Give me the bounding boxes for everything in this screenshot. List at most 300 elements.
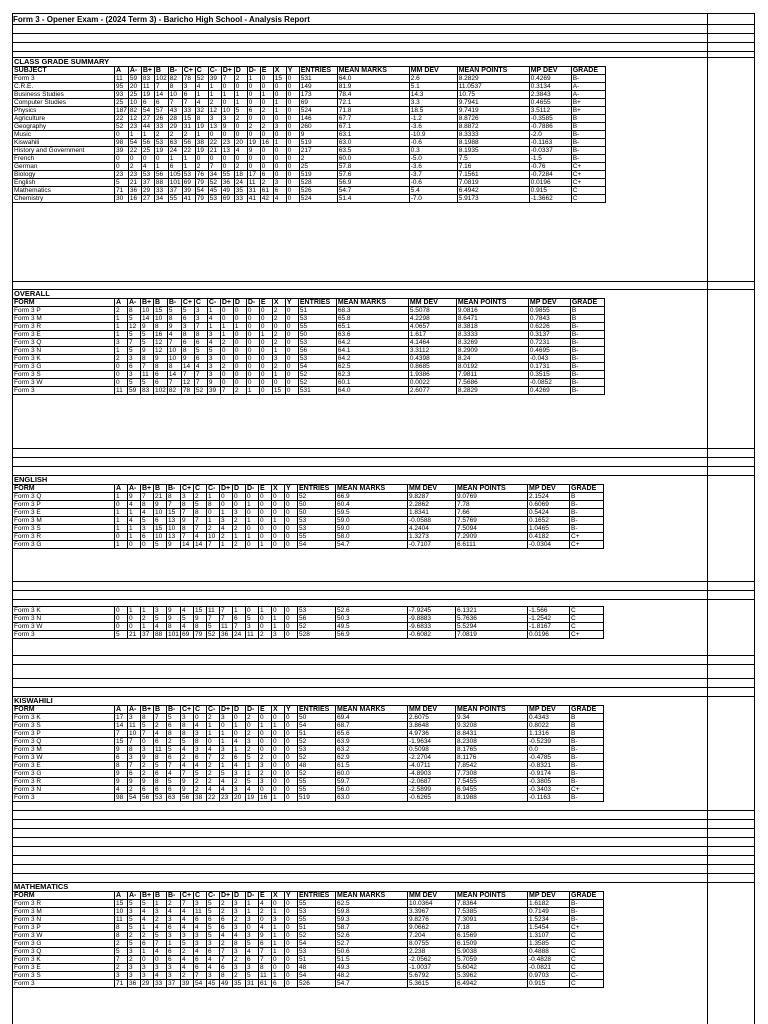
table-cell: 7.8542 xyxy=(456,762,528,770)
table-cell: C+ xyxy=(570,541,604,549)
table-row xyxy=(13,738,604,746)
table-cell: 0 xyxy=(285,794,298,802)
table-cell: -0.0304 xyxy=(528,541,570,549)
table-row xyxy=(13,91,606,99)
table-cell: 2 xyxy=(141,615,154,623)
table-cell: 1 xyxy=(208,83,221,91)
table-cell: 1 xyxy=(115,517,128,525)
table-cell: 64.0 xyxy=(337,75,409,83)
column-header: E xyxy=(259,892,272,900)
table-cell: 2 xyxy=(233,916,246,924)
table-cell: 2.6077 xyxy=(408,387,456,395)
row-label: Music xyxy=(13,131,115,139)
table-cell: 3 xyxy=(128,908,141,916)
table-cell: 24 xyxy=(234,179,247,187)
table-cell: 1.617 xyxy=(408,331,456,339)
table-cell: 4 xyxy=(115,786,128,794)
column-header: D xyxy=(233,892,246,900)
table-row xyxy=(13,493,604,501)
table-cell: 6 xyxy=(194,916,207,924)
table-cell: 6 xyxy=(141,99,154,107)
table-cell: 7 xyxy=(207,754,220,762)
grid-line xyxy=(12,687,754,688)
table-cell: 1 xyxy=(115,493,128,501)
table-row xyxy=(13,786,604,794)
section-title: ENGLISH xyxy=(14,475,48,484)
table-cell: 11 xyxy=(259,972,272,980)
table-cell: 0.0196 xyxy=(528,631,570,639)
table-cell: 6 xyxy=(207,948,220,956)
table-cell: 53 xyxy=(154,139,168,147)
table-cell: 1 xyxy=(154,163,168,171)
table-cell: 4 xyxy=(154,730,167,738)
table-cell: 98 xyxy=(115,794,128,802)
table-cell: 0 xyxy=(259,738,272,746)
table-row xyxy=(13,387,605,395)
column-header: FORM xyxy=(13,706,115,714)
table-cell: 5 xyxy=(141,517,154,525)
column-header: MM DEV xyxy=(408,299,456,307)
table-cell: 8 xyxy=(141,355,154,363)
table-cell: 1 xyxy=(272,940,285,948)
column-header: C xyxy=(194,485,207,493)
table-cell: -0.0821 xyxy=(528,964,570,972)
table-cell: 7.5769 xyxy=(456,517,528,525)
table-cell: 0.5424 xyxy=(528,509,570,517)
table-cell: 0 xyxy=(285,916,298,924)
table-cell: 0 xyxy=(246,722,259,730)
table-cell: 7 xyxy=(194,525,207,533)
row-label: Form 3 xyxy=(13,980,115,988)
table-cell: 6 xyxy=(181,315,194,323)
table-cell: 0 xyxy=(272,754,285,762)
table-cell: 2 xyxy=(208,99,221,107)
column-header: X xyxy=(272,299,285,307)
table-cell: 10 xyxy=(128,730,141,738)
table-cell: 71 xyxy=(115,187,129,195)
table-cell: 7 xyxy=(181,533,194,541)
table-cell: 55 xyxy=(298,778,336,786)
table-cell: 9 xyxy=(194,615,207,623)
table-cell: 7.3091 xyxy=(456,916,528,924)
table-row xyxy=(13,379,605,387)
table-cell: 1 xyxy=(115,347,128,355)
table-cell: 7 xyxy=(181,770,194,778)
table-cell: 0.1731 xyxy=(528,363,570,371)
table-cell: 1 xyxy=(272,722,285,730)
table-cell: 0 xyxy=(207,738,220,746)
table-cell: 3 xyxy=(207,355,220,363)
table-cell: 52 xyxy=(195,75,208,83)
table-cell: 0 xyxy=(260,147,273,155)
table-cell: 0 xyxy=(273,171,286,179)
table-cell: 0 xyxy=(285,517,298,525)
table-cell: 2 xyxy=(272,339,285,347)
table-cell: 0 xyxy=(285,623,298,631)
table-cell: 0 xyxy=(272,746,285,754)
table-cell: 8 xyxy=(115,924,128,932)
column-header: C- xyxy=(207,892,220,900)
table-cell: 52 xyxy=(208,179,221,187)
table-cell: C xyxy=(571,195,605,203)
table-cell: 65.1 xyxy=(336,323,408,331)
table-cell: 1 xyxy=(115,541,128,549)
column-header: Y xyxy=(285,485,298,493)
table-cell: 0.9703 xyxy=(528,972,570,980)
table-cell: 2 xyxy=(154,722,167,730)
table-cell: 0.4655 xyxy=(529,99,571,107)
column-header: MP DEV xyxy=(529,67,571,75)
table-cell: 2 xyxy=(141,932,154,940)
table-cell: 4 xyxy=(194,948,207,956)
table-cell: -2.0 xyxy=(529,131,571,139)
table-cell: 0 xyxy=(128,541,141,549)
table-cell: 1 xyxy=(246,770,259,778)
table-cell: 7 xyxy=(182,99,195,107)
table-cell: 1 xyxy=(115,331,128,339)
column-header: C- xyxy=(208,67,221,75)
table-cell: 63.9 xyxy=(336,738,408,746)
table-cell: 0 xyxy=(233,493,246,501)
table-cell: -0.3585 xyxy=(529,115,571,123)
table-cell: 4 xyxy=(220,786,233,794)
table-cell: 0 xyxy=(259,916,272,924)
table-cell: 12 xyxy=(208,107,221,115)
table-cell: 3 xyxy=(207,331,220,339)
table-cell: 0 xyxy=(259,339,272,347)
table-cell: 0 xyxy=(141,738,154,746)
table-row xyxy=(13,83,606,91)
table-cell: 2 xyxy=(220,908,233,916)
table-cell: 5 xyxy=(246,754,259,762)
table-row xyxy=(13,730,604,738)
table-cell: 4 xyxy=(233,762,246,770)
table-cell: 50 xyxy=(298,509,336,517)
table-cell: 102 xyxy=(155,75,167,82)
table-row xyxy=(13,355,605,363)
table-cell: 11 xyxy=(220,623,233,631)
table-cell: 8.2829 xyxy=(456,387,528,395)
table-cell: 2 xyxy=(220,533,233,541)
table-cell: 10 xyxy=(154,533,167,541)
table-cell: 19 xyxy=(246,794,259,802)
table-row xyxy=(13,171,606,179)
table-cell: 0 xyxy=(285,315,298,323)
table-cell: 0 xyxy=(285,730,298,738)
table-cell: 524 xyxy=(299,107,337,115)
table-cell: 0.0022 xyxy=(408,379,456,387)
table-cell: 1 xyxy=(141,924,154,932)
table-cell: 8.3818 xyxy=(456,323,528,331)
table-cell: 19 xyxy=(154,147,168,155)
table-cell: 2 xyxy=(182,131,195,139)
table-cell: 6 xyxy=(182,91,195,99)
table-cell: -0.9174 xyxy=(528,770,570,778)
table-row xyxy=(13,363,605,371)
table-cell: 6 xyxy=(207,916,220,924)
table-cell: 0 xyxy=(286,83,299,91)
table-cell: 79 xyxy=(195,179,208,187)
table-cell: 519 xyxy=(299,171,337,179)
table-cell: 1 xyxy=(272,794,285,802)
table-cell: 3 xyxy=(128,714,141,722)
table-cell: 3 xyxy=(272,916,285,924)
table-cell: 4 xyxy=(246,786,259,794)
table-cell: 16 xyxy=(260,139,273,147)
table-cell: 20 xyxy=(128,83,141,91)
table-cell: 4 xyxy=(181,916,194,924)
table-cell: 531 xyxy=(299,75,337,83)
table-cell: 8 xyxy=(115,932,128,940)
table-cell: 1 xyxy=(154,900,167,908)
table-cell: 2 xyxy=(181,972,194,980)
column-header: D+ xyxy=(221,67,234,75)
table-cell: 9.7941 xyxy=(457,99,529,107)
column-header: E xyxy=(259,706,272,714)
table-cell: 9.0816 xyxy=(456,307,528,315)
table-cell: 6 xyxy=(115,754,128,762)
table-cell: 4 xyxy=(220,525,233,533)
table-cell: 5.6792 xyxy=(408,972,456,980)
table-cell: 8 xyxy=(181,525,194,533)
table-cell: 5 xyxy=(128,940,141,948)
table-cell: 8 xyxy=(115,762,128,770)
table-cell: 10 xyxy=(167,525,181,533)
table-cell: 3 xyxy=(181,932,194,940)
table-cell: 0 xyxy=(260,163,273,171)
table-cell: 5 xyxy=(128,916,141,924)
table-cell: 0 xyxy=(260,83,273,91)
table-cell: 5.3615 xyxy=(408,980,456,988)
table-cell: 33 xyxy=(154,187,168,195)
table-cell: 4 xyxy=(181,746,194,754)
table-cell: 6 xyxy=(220,924,233,932)
column-header: MEAN MARKS xyxy=(336,892,408,900)
table-cell: 11 xyxy=(141,83,154,91)
table-cell: -1.5 xyxy=(529,155,571,163)
table-cell: 10.75 xyxy=(457,91,529,99)
table-cell: 1 xyxy=(259,331,272,339)
table-cell: 2 xyxy=(299,155,337,163)
table-cell: 7.5686 xyxy=(456,379,528,387)
table-cell: 0 xyxy=(207,509,220,517)
table-row xyxy=(13,501,604,509)
table-cell: 1.9386 xyxy=(408,371,456,379)
table-cell: 44 xyxy=(141,123,154,131)
table-cell: 3 xyxy=(259,778,272,786)
table-cell: 0 xyxy=(286,131,299,139)
table-cell: 3 xyxy=(207,972,220,980)
table-cell: 9 xyxy=(128,778,141,786)
table-cell: 54 xyxy=(298,541,336,549)
table-cell: 0 xyxy=(220,347,233,355)
table-cell: 1 xyxy=(207,730,220,738)
table-cell: 2 xyxy=(181,948,194,956)
column-header: C+ xyxy=(181,299,194,307)
table-cell: 51.4 xyxy=(337,195,409,203)
row-label: Form 3 K xyxy=(13,607,115,615)
table-cell: 0 xyxy=(233,339,246,347)
table-cell: 3.3112 xyxy=(408,347,456,355)
table-cell: -3.6 xyxy=(409,123,457,131)
column-header: C- xyxy=(207,299,220,307)
row-label: Form 3 E xyxy=(13,762,115,770)
table-cell: 2 xyxy=(247,123,260,131)
row-label: Form 3 K xyxy=(13,355,115,363)
table-cell: 0.3134 xyxy=(529,83,571,91)
column-header: D- xyxy=(246,706,259,714)
table-cell: 4 xyxy=(259,924,272,932)
table-cell: -2.2704 xyxy=(408,754,456,762)
table-cell: -0.0852 xyxy=(528,379,570,387)
table-cell: 27 xyxy=(141,115,154,123)
table-cell: 3 xyxy=(141,964,154,972)
column-header: X xyxy=(272,892,285,900)
row-label: Biology xyxy=(13,171,115,179)
table-cell: 50 xyxy=(298,331,336,339)
table-cell: 7 xyxy=(220,956,233,964)
table-cell: 0 xyxy=(208,155,221,163)
table-cell: 4 xyxy=(167,908,181,916)
grid-line xyxy=(12,864,754,865)
table-cell: 10 xyxy=(167,355,181,363)
table-cell: 36 xyxy=(221,179,234,187)
table-cell: 18 xyxy=(234,171,247,179)
table-cell: 5 xyxy=(141,900,154,908)
column-header: E xyxy=(259,299,272,307)
column-header: C xyxy=(194,706,207,714)
table-cell: 0 xyxy=(233,730,246,738)
table-cell: 0 xyxy=(272,778,285,786)
table-cell: 68.7 xyxy=(336,722,408,730)
table-cell: 0 xyxy=(272,964,285,972)
table-cell: 54.7 xyxy=(336,980,408,988)
table-cell: 519 xyxy=(298,794,336,802)
table-cell: 8 xyxy=(220,972,233,980)
table-cell: 2 xyxy=(260,179,273,187)
table-cell: 0 xyxy=(246,323,259,331)
table-cell: B xyxy=(570,714,604,722)
column-header: B+ xyxy=(141,485,154,493)
column-header: GRADE xyxy=(570,892,604,900)
table-cell: 1 xyxy=(128,509,141,517)
table-cell: 8.1765 xyxy=(456,746,528,754)
table-cell: 526 xyxy=(299,187,337,195)
table-cell: 7.2909 xyxy=(456,533,528,541)
table-cell: 1 xyxy=(272,924,285,932)
table-cell: 5 xyxy=(154,541,167,549)
table-cell: 0.4269 xyxy=(528,387,570,395)
table-cell: 9 xyxy=(221,123,234,131)
row-label: French xyxy=(13,155,115,163)
table-cell: 0 xyxy=(285,940,298,948)
table-cell: -0.6 xyxy=(409,139,457,147)
table-cell: 6 xyxy=(168,163,182,171)
table-row xyxy=(13,123,606,131)
table-cell: B xyxy=(571,115,605,123)
column-header: MEAN MARKS xyxy=(336,299,408,307)
column-header: X xyxy=(272,485,285,493)
table-cell: 6 xyxy=(272,980,285,988)
table-cell: 1 xyxy=(220,331,233,339)
table-cell: -0.0588 xyxy=(408,517,456,525)
table-row xyxy=(13,956,604,964)
table-cell: 5 xyxy=(115,179,129,187)
table-cell: 8.2308 xyxy=(456,738,528,746)
table-cell: 7 xyxy=(128,339,141,347)
table-cell: 59.5 xyxy=(336,509,408,517)
table-cell: 0 xyxy=(234,123,247,131)
column-header: C xyxy=(194,892,207,900)
table-cell: 6 xyxy=(259,940,272,948)
table-cell: 0 xyxy=(246,371,259,379)
table-cell: 2 xyxy=(233,541,246,549)
table-cell: B- xyxy=(570,363,604,371)
table-cell: 0 xyxy=(285,387,298,395)
table-cell: 56 xyxy=(154,171,168,179)
table-cell: 0 xyxy=(247,163,260,171)
table-cell: 37 xyxy=(141,631,154,639)
table-cell: 25 xyxy=(115,99,129,107)
table-cell: 0 xyxy=(285,924,298,932)
table-cell: 5 xyxy=(154,615,167,623)
table-cell: 5 xyxy=(141,379,154,387)
table-cell: -3.7 xyxy=(409,171,457,179)
table-cell: 15 xyxy=(167,509,181,517)
column-header: C+ xyxy=(181,892,194,900)
column-header: MEAN MARKS xyxy=(336,485,408,493)
table-cell: 9 xyxy=(167,615,181,623)
column-header: A- xyxy=(128,892,141,900)
table-cell: 0 xyxy=(221,83,234,91)
table-cell: 8 xyxy=(195,115,208,123)
table-cell: 101 xyxy=(168,631,179,638)
table-cell: 1.3107 xyxy=(528,932,570,940)
table-row xyxy=(13,517,604,525)
table-cell: 13 xyxy=(208,123,221,131)
table-cell: 6 xyxy=(154,786,167,794)
section-title: OVERALL xyxy=(14,289,50,298)
column-header: ENTRIES xyxy=(298,706,336,714)
table-cell: 3 xyxy=(246,738,259,746)
table-cell: 5 xyxy=(246,940,259,948)
table-cell: 1 xyxy=(272,932,285,940)
column-header: MM DEV xyxy=(408,892,456,900)
table-cell: 10.0364 xyxy=(408,900,456,908)
row-label: Chemistry xyxy=(13,195,115,203)
table-cell: 8 xyxy=(181,722,194,730)
table-cell: 7 xyxy=(194,379,207,387)
table-cell: 5 xyxy=(207,347,220,355)
table-cell: 22 xyxy=(207,794,220,802)
table-cell: 0 xyxy=(259,714,272,722)
row-label: Form 3 Q xyxy=(13,948,115,956)
table-cell: 4 xyxy=(207,956,220,964)
table-cell: 9.3208 xyxy=(456,722,528,730)
column-header: GRADE xyxy=(570,299,604,307)
table-cell: 28 xyxy=(168,115,182,123)
table-cell: 2 xyxy=(167,738,181,746)
table-cell: 22 xyxy=(182,147,195,155)
column-header: ENTRIES xyxy=(299,67,337,75)
grid-line xyxy=(12,828,754,829)
table-cell: 0 xyxy=(286,187,299,195)
grid-line xyxy=(12,289,754,290)
table-cell: 0 xyxy=(285,525,298,533)
table-cell: 0.8022 xyxy=(528,722,570,730)
table-row xyxy=(13,371,605,379)
table-cell: 0 xyxy=(259,315,272,323)
